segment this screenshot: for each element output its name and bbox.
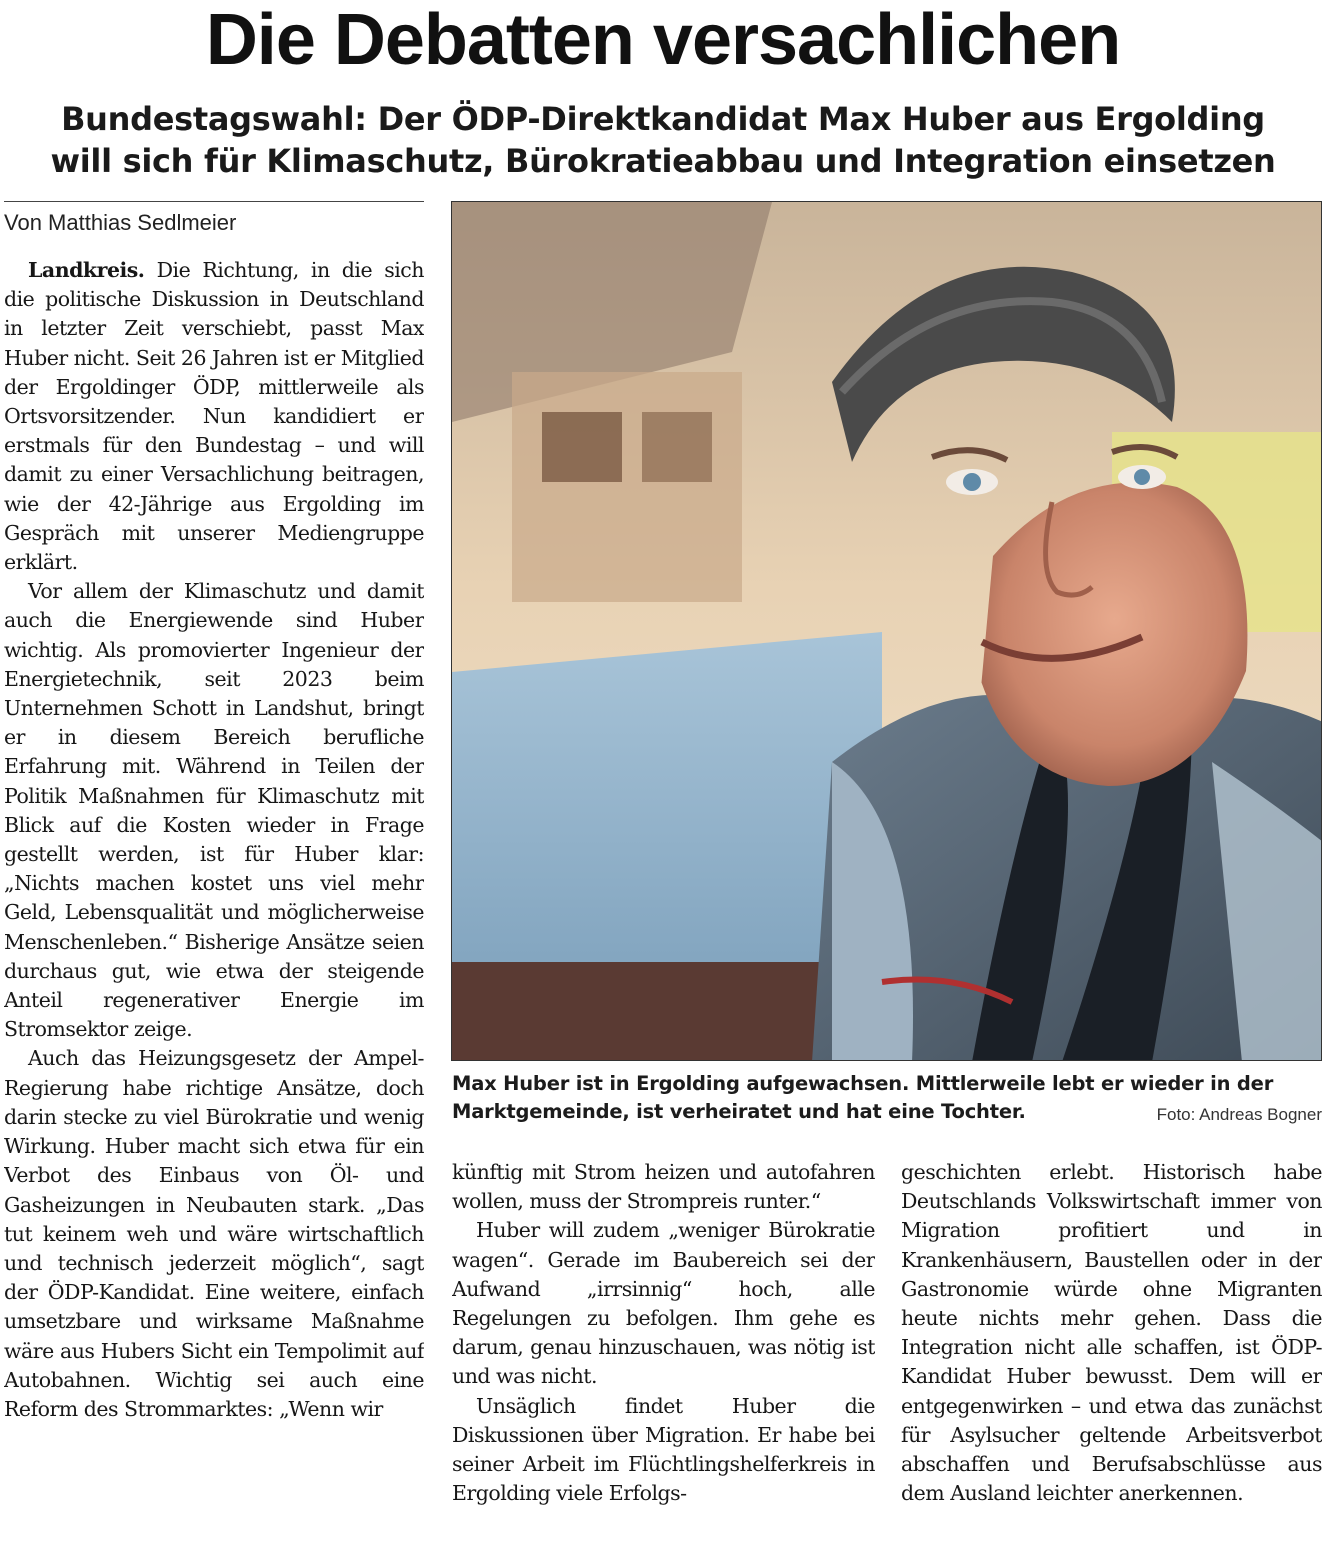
dateline: Landkreis. [28, 258, 145, 282]
byline: Von Matthias Sedlmeier [4, 210, 237, 235]
article-paragraph: künftig mit Strom heizen und autofahren wollen, muss der Strompreis runter.“ [452, 1160, 875, 1214]
article-paragraph [4, 256, 424, 577]
caption-line-1: Max Huber ist in Ergolding aufgewachsen. Mittlerweile lebt er wieder in der [452, 1072, 1274, 1095]
article-paragraph: Unsäglich findet Huber die Diskussionen über Migration. Er habe bei seiner Arbeit im Flüchtlingshelferkreis in Ergolding viele Erfolgs- [452, 1393, 875, 1506]
portrait-image-icon [452, 202, 1322, 1061]
subheadline [0, 98, 1326, 182]
article-column-2 [452, 1158, 875, 1567]
article-paragraph: Vor allem der Klimaschutz und damit auch die Energiewende sind Huber wichtig. Als promovierter Ingenieur der Energietechnik, seit 2023 beim Unternehmen Schott in Landshut, bringt er in diesem Bereich berufliche Erfahrung mit. Während in Teilen der Politik Maßnahmen für Klimaschutz mit Blick auf die Kosten wieder in Frage gestellt werden, ist für Huber klar: „Nichts machen kostet uns viel mehr Geld, Lebensqualität und möglicherweise Menschenleben.“ Bisherige Ansätze seien durchaus gut, wie etwa der steigende Anteil regenerativer Energie im Stromsektor zeige. [4, 579, 424, 1042]
subheadline-line-2: will sich für Klimaschutz, Bürokratieabbau und Integration einsetzen [50, 142, 1276, 180]
article-paragraph: geschichten erlebt. Historisch habe Deutschlands Volkswirtschaft immer von Migration profitiert und in Krankenhäusern, Baustellen oder in der Gastronomie würde ohne Migranten heute nichts mehr gehen. Dass die Integration nicht alle schaffen, ist ÖDP-Kandidat Huber bewusst. Dem will er entgegenwirken – und etwa das zunächst für Asylsucher geltende Arbeitsverbot abschaffen und Berufsabschlüsse aus dem Ausland leichter anerkennen. [901, 1160, 1322, 1506]
article-column-3 [901, 1158, 1322, 1567]
article-paragraph: Huber will zudem „weniger Bürokratie wagen“. Gerade im Baubereich sei der Aufwand „irrsinnig“ hoch, alle Regelungen zu befolgen. Ihm gehe es darum, genau hinzuschauen, was nötig ist und was nicht. [452, 1218, 875, 1389]
headline: Die Debatten versachlichen [205, 0, 1121, 80]
caption-line-2: Marktgemeinde, ist verheiratet und hat eine Tochter. [452, 1100, 1026, 1123]
article-column-1 [4, 256, 424, 1567]
subheadline-line-1: Bundestagswahl: Der ÖDP-Direktkandidat Max Huber aus Ergolding [61, 100, 1265, 138]
byline-divider [4, 201, 424, 202]
portrait-photo [451, 201, 1322, 1061]
article-paragraph: Auch das Heizungsgesetz der Ampel-Regierung habe richtige Ansätze, doch darin stecke zu viel Bürokratie und wenig Wirkung. Huber macht sich etwa für ein Verbot des Einbaus von Öl- und Gasheizungen in Neubauten stark. „Das tut keinem weh und wäre wirtschaftlich und technisch jederzeit möglich“, sagt der ÖDP-Kandidat. Eine weitere, einfach umsetzbare und wirksame Maßnahme wäre aus Hubers Sicht ein Tempolimit auf Autobahnen. Wichtig sei auch eine Reform des Strommarktes: „Wenn wir [4, 1046, 424, 1421]
photo-credit: Foto: Andreas Bogner [1156, 1105, 1322, 1124]
paragraph-text: Die Richtung, in die sich die politische Diskussion in Deutschland in letzter Zeit verschiebt, passt Max Huber nicht. Seit 26 Jahren ist er Mitglied der Ergoldinger ÖDP, mittlerweile als Ortsvorsitzender. Nun kandidiert er erstmals für den Bundestag – und will damit zu einer Versachlichung beitragen, wie der 42-Jährige aus Ergolding im Gespräch mit unserer Mediengruppe erklärt. [4, 258, 424, 575]
